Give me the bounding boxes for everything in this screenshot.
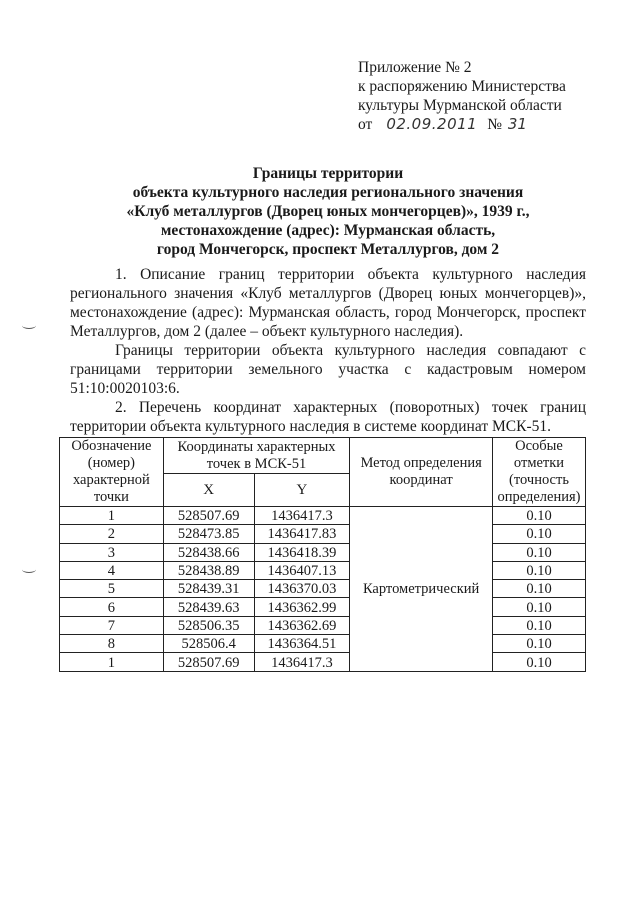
header-point: Обозначение (номер) характерной точки: [60, 438, 164, 507]
cell-accuracy: 0.10: [493, 653, 586, 671]
header-notes: Особые отметки (точность определения): [493, 438, 586, 507]
margin-mark: [22, 566, 36, 573]
cell-y: 1436364.51: [254, 635, 350, 653]
cell-x: 528506.4: [163, 635, 254, 653]
cell-accuracy: 0.10: [493, 580, 586, 598]
title-line-2: объекта культурного наследия регионального значения: [132, 184, 524, 201]
cell-point: 1: [60, 653, 164, 671]
cell-y: 1436417.3: [254, 507, 350, 525]
title-line-1: Границы территории: [252, 165, 404, 182]
paragraph-coordinates-list: 2. Перечень координат характерных (поворотных) точек границ территории объекта культурного наследия в системе координат МСК-51.: [70, 399, 586, 435]
appendix-date-line: [358, 115, 608, 134]
cell-y: 1436418.39: [254, 543, 350, 561]
cell-x: 528507.69: [163, 507, 254, 525]
cell-accuracy: 0.10: [493, 561, 586, 579]
header-coordinates: Координаты характерных точек в МСК-51: [163, 438, 349, 474]
table-row: [60, 507, 586, 525]
cell-point: 3: [60, 543, 164, 561]
header-y: Y: [254, 474, 350, 507]
cell-accuracy: 0.10: [493, 507, 586, 525]
cell-point: 8: [60, 635, 164, 653]
cell-x: 528438.89: [163, 561, 254, 579]
cell-x: 528439.63: [163, 598, 254, 616]
cell-y: 1436362.69: [254, 616, 350, 634]
cell-y: 1436407.13: [254, 561, 350, 579]
coordinates-table: [59, 437, 586, 672]
paragraph-boundary-description: 1. Описание границ территории объекта культурного наследия регионального значения «Клуб металлургов (Дворец юных мончегорцев)», местонахождение (адрес): Мурманская область, город Мончегорск, проспект Металлургов, дом 2 (далее – объект культурного наследия).: [70, 266, 586, 340]
table-row: [60, 580, 586, 598]
cell-point: 5: [60, 580, 164, 598]
cell-point: 6: [60, 598, 164, 616]
cell-y: 1436362.99: [254, 598, 350, 616]
table-row: [60, 561, 586, 579]
appendix-header: [358, 58, 608, 134]
title-line-3: «Клуб металлургов (Дворец юных мончегорцев)», 1939 г.,: [126, 203, 530, 220]
table-row: [60, 543, 586, 561]
paragraph-land-plot: Границы территории объекта культурного наследия совпадают с границами территории земельного участка с кадастровым номером 51:10:0020103:6.: [70, 342, 586, 397]
table-row: [60, 525, 586, 543]
cell-accuracy: 0.10: [493, 616, 586, 634]
cell-x: 528439.31: [163, 580, 254, 598]
title-line-5: город Мончегорск, проспект Металлургов, дом 2: [156, 241, 500, 258]
cell-point: 4: [60, 561, 164, 579]
appendix-number: Приложение № 2: [358, 59, 472, 76]
cell-x: 528438.66: [163, 543, 254, 561]
cell-method: Картометрический: [350, 507, 493, 672]
header-method: Метод определения координат: [350, 438, 493, 507]
cell-y: 1436417.3: [254, 653, 350, 671]
cell-y: 1436417.83: [254, 525, 350, 543]
cell-accuracy: 0.10: [493, 525, 586, 543]
title-line-4: местонахождение (адрес): Мурманская область,: [160, 222, 496, 239]
cell-x: 528506.35: [163, 616, 254, 634]
cell-x: 528473.85: [163, 525, 254, 543]
cell-y: 1436370.03: [254, 580, 350, 598]
body-text: [70, 265, 586, 436]
cell-point: 2: [60, 525, 164, 543]
table-row: [60, 635, 586, 653]
cell-x: 528507.69: [163, 653, 254, 671]
cell-accuracy: 0.10: [493, 543, 586, 561]
margin-mark: [22, 322, 36, 329]
cell-point: 7: [60, 616, 164, 634]
table-row: [60, 653, 586, 671]
cell-accuracy: 0.10: [493, 598, 586, 616]
cell-point: 1: [60, 507, 164, 525]
document-title: [70, 164, 586, 259]
appendix-ministry: культуры Мурманской области: [358, 97, 562, 114]
appendix-order-ref: к распоряжению Министерства: [358, 78, 566, 95]
number-label: №: [487, 116, 503, 133]
header-x: X: [163, 474, 254, 507]
handwritten-date: 02.09.2011: [386, 115, 478, 133]
from-label: от: [358, 116, 373, 133]
table-row: [60, 616, 586, 634]
table-row: [60, 598, 586, 616]
cell-accuracy: 0.10: [493, 635, 586, 653]
handwritten-number: 31: [507, 115, 527, 133]
